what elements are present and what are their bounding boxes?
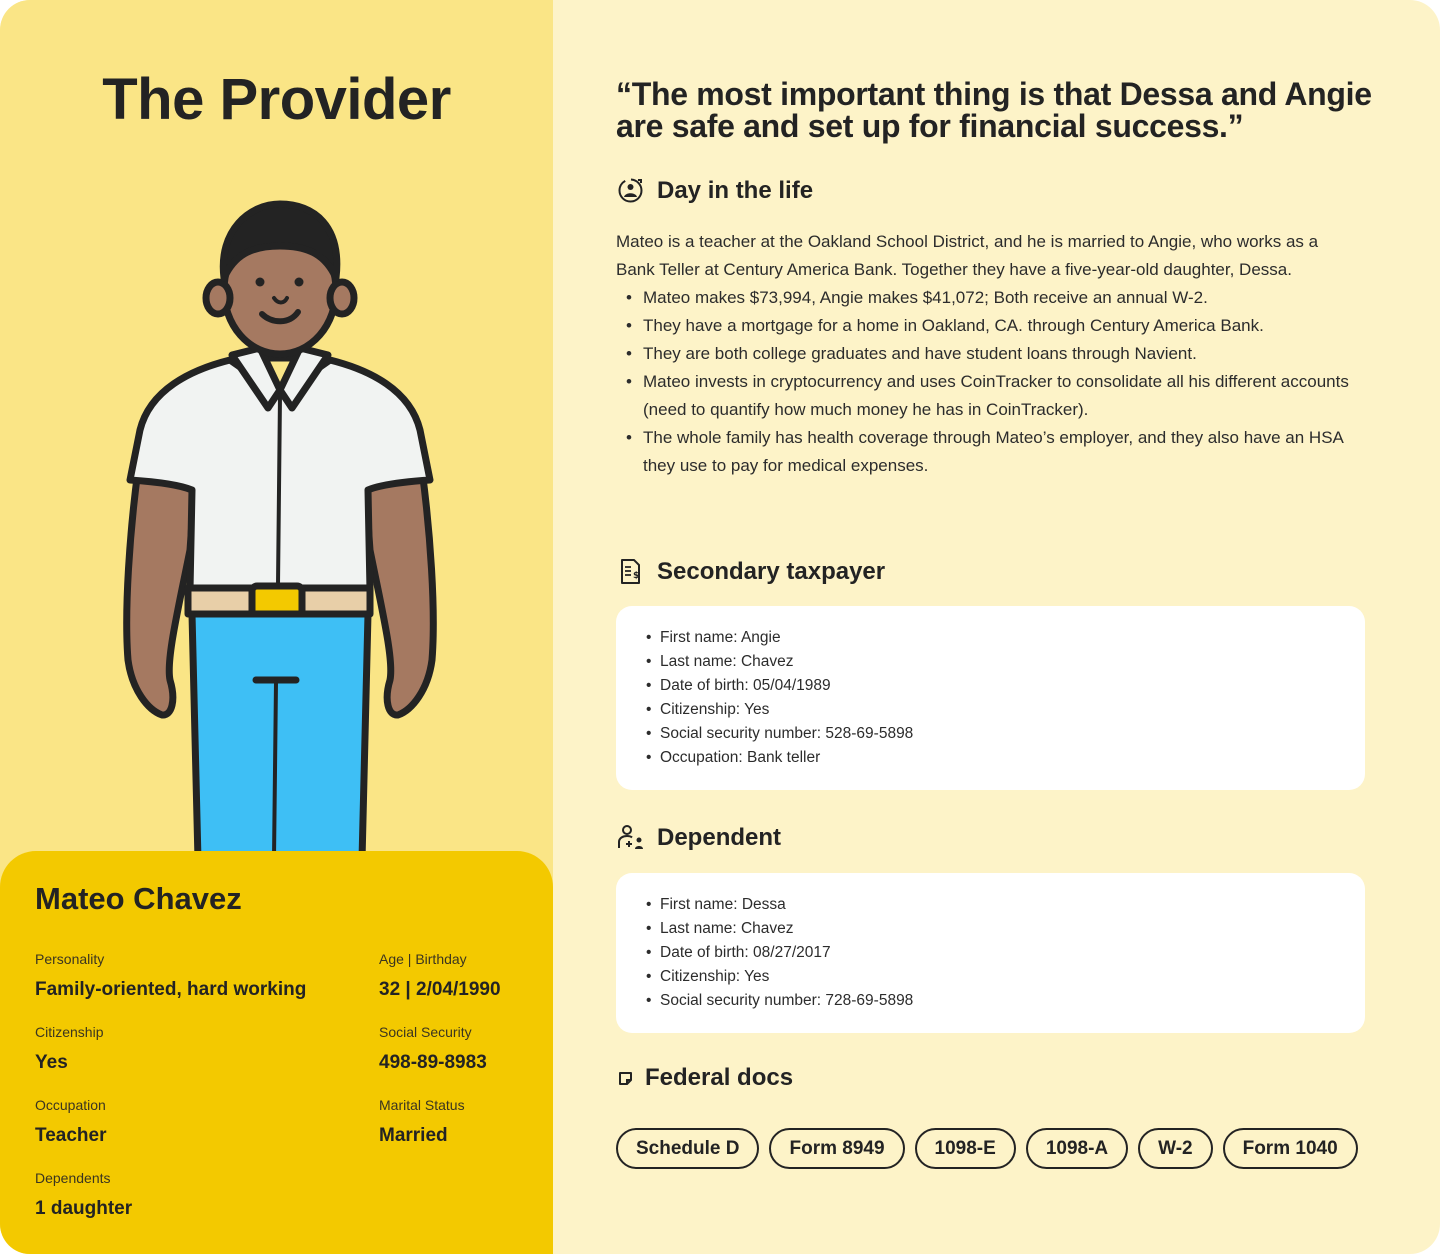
field-label: Citizenship [35, 1024, 104, 1040]
person-illustration [100, 190, 460, 860]
document-icon [616, 1068, 636, 1088]
field-value: 498-89-8983 [379, 1052, 487, 1073]
list-item: • Date of birth: 05/04/1989 [646, 674, 1365, 698]
dependent-card [616, 873, 1365, 1033]
list-item: • Last name: Chavez [646, 917, 1365, 941]
field-value: Family-oriented, hard working [35, 979, 307, 1000]
doc-chip-1098-a[interactable]: 1098-A [1026, 1128, 1128, 1169]
field-label: Dependents [35, 1170, 111, 1186]
list-item: • First name: Dessa [646, 893, 1365, 917]
section-title: Dependent [657, 823, 782, 851]
list-item: • They are both college graduates and have student loans through Navient. [626, 340, 1361, 368]
day-in-life-list [626, 284, 1361, 480]
persona-left-panel [0, 0, 553, 1254]
field-label: Age | Birthday [379, 951, 467, 967]
field-ssn [379, 1024, 487, 1074]
section-title: Federal docs [645, 1064, 794, 1091]
sun-person-icon [616, 176, 645, 205]
day-in-life-body [616, 228, 1361, 480]
dependent-person-icon [616, 823, 645, 852]
persona-quote: “The most important thing is that Dessa and Angie are safe and set up for financial success.” [616, 76, 1372, 144]
federal-docs-heading [616, 1064, 793, 1092]
field-label: Marital Status [379, 1097, 465, 1113]
list-item: • Social security number: 728-69-5898 [646, 989, 1365, 1013]
list-item: • Mateo invests in cryptocurrency and uses CoinTracker to consolidate all his different accounts (need to quantify how much money he has in CoinTracker). [626, 368, 1361, 424]
list-item: • Date of birth: 08/27/2017 [646, 941, 1365, 965]
field-age [379, 951, 501, 1001]
dependent-list [646, 893, 1365, 1013]
list-item: • They have a mortgage for a home in Oakland, CA. through Century America Bank. [626, 312, 1361, 340]
list-item: • The whole family has health coverage through Mateo’s employer, and they also have an HSA they use to pay for medical expenses. [626, 424, 1361, 480]
list-item: • First name: Angie [646, 626, 1365, 650]
doc-chip-schedule-d[interactable]: Schedule D [616, 1128, 759, 1169]
doc-chip-w-2[interactable]: W-2 [1138, 1128, 1212, 1169]
profile-card [0, 851, 553, 1254]
doc-chip-form-8949[interactable]: Form 8949 [769, 1128, 904, 1169]
section-title: Day in the life [657, 176, 814, 204]
field-value: Yes [35, 1052, 68, 1073]
field-dependents [35, 1170, 132, 1220]
federal-docs-list [616, 1128, 1358, 1169]
doc-chip-form-1040[interactable]: Form 1040 [1223, 1128, 1358, 1169]
persona-name: Mateo Chavez [35, 881, 242, 916]
list-item: • Mateo makes $73,994, Angie makes $41,072; Both receive an annual W-2. [626, 284, 1361, 312]
persona-title: The Provider [102, 67, 451, 132]
list-item: • Last name: Chavez [646, 650, 1365, 674]
field-personality [35, 951, 306, 1001]
secondary-taxpayer-card [616, 606, 1365, 790]
day-in-life-intro: Mateo is a teacher at the Oakland School District, and he is married to Angie, who works as a Bank Teller at Century America Bank. Together they have a five-year-old daughter, Dessa. [616, 232, 1319, 279]
field-marital-status [379, 1097, 465, 1147]
day-in-life-heading [616, 176, 813, 205]
field-value: Teacher [35, 1125, 107, 1146]
field-citizenship [35, 1024, 103, 1074]
list-item: • Occupation: Bank teller [646, 746, 1365, 770]
secondary-taxpayer-heading [616, 557, 885, 586]
svg-text:$: $ [633, 571, 640, 581]
list-item: • Social security number: 528-69-5898 [646, 722, 1365, 746]
field-label: Personality [35, 951, 105, 967]
field-value: 32 | 2/04/1990 [379, 979, 501, 1000]
field-label: Occupation [35, 1097, 106, 1113]
section-title: Secondary taxpayer [657, 557, 886, 585]
list-item: • Citizenship: Yes [646, 698, 1365, 722]
doc-chip-1098-e[interactable]: 1098-E [915, 1128, 1016, 1169]
field-value: 1 daughter [35, 1198, 133, 1219]
field-occupation [35, 1097, 106, 1147]
tax-document-icon [616, 557, 645, 586]
dependent-heading [616, 823, 781, 852]
list-item: • Citizenship: Yes [646, 965, 1365, 989]
secondary-taxpayer-list [646, 626, 1365, 770]
field-label: Social Security [379, 1024, 472, 1040]
field-value: Married [379, 1125, 448, 1146]
